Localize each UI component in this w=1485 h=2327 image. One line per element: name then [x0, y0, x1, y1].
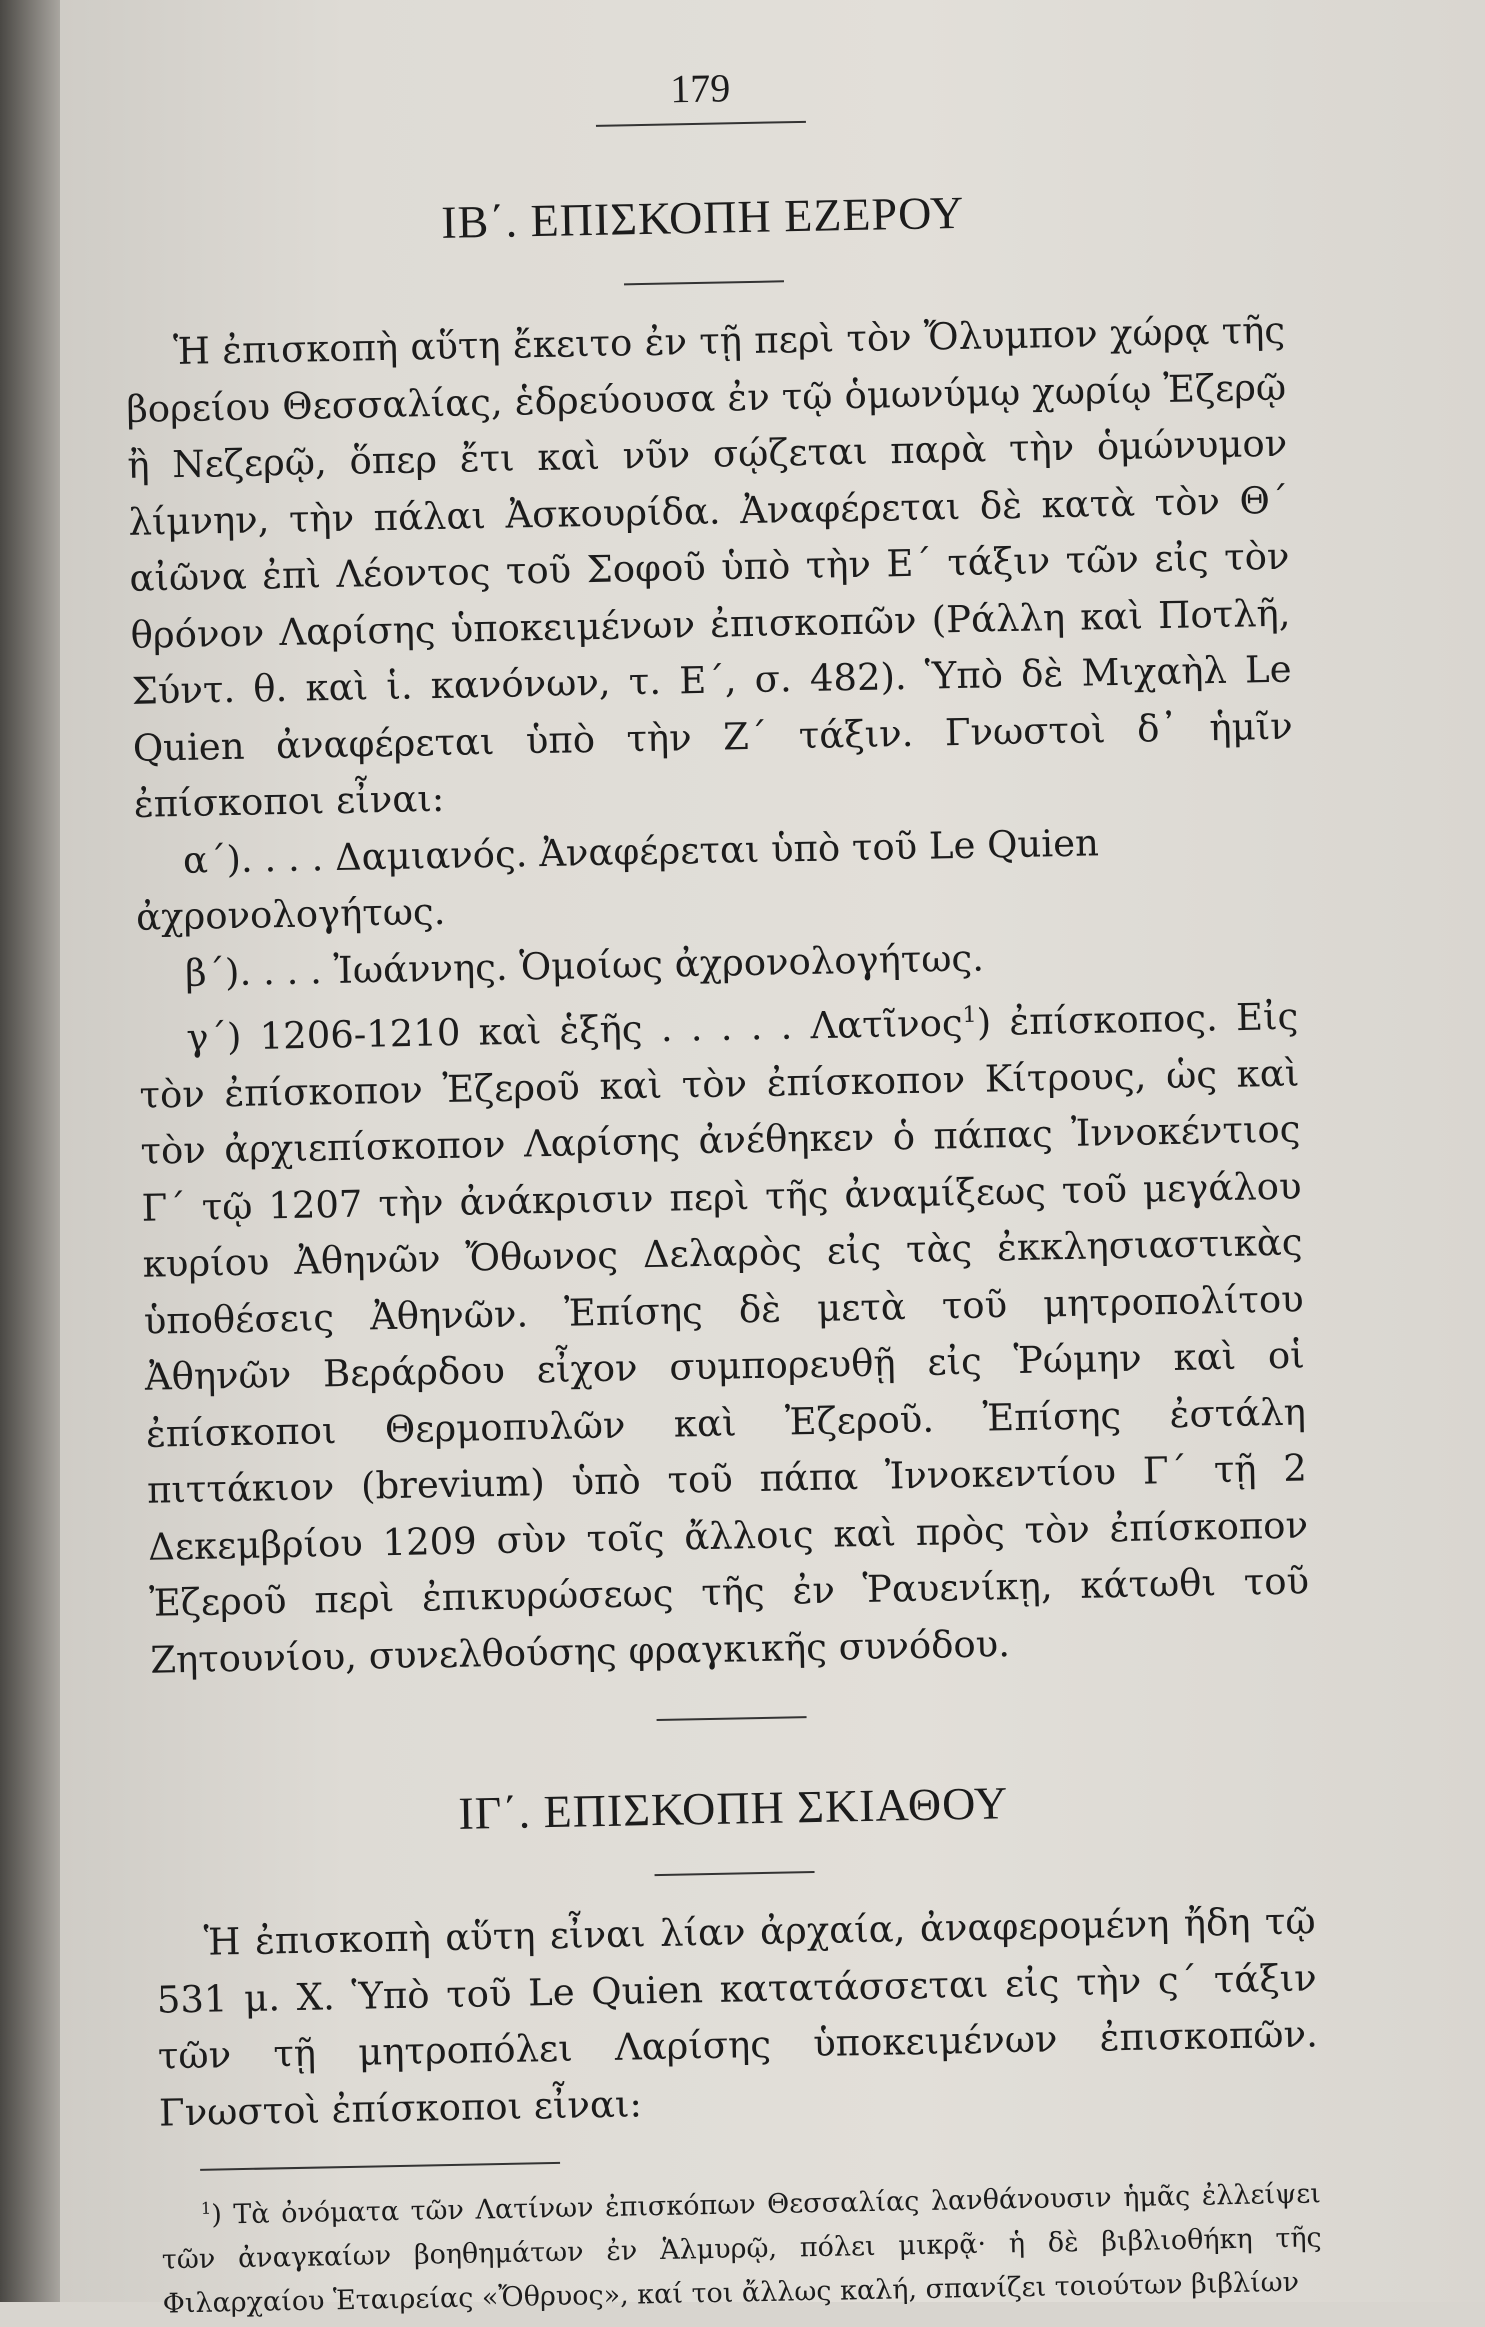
page-number: 179 — [669, 65, 731, 112]
section-heading-ezerou: ΙΒ΄. ΕΠΙΣΚΟΠΗ ΕΖΕΡΟΥ — [440, 186, 965, 248]
footnote-rule — [200, 2162, 560, 2171]
section-divider — [657, 1716, 807, 1721]
section-heading-skiathou: ΙΓ΄. ΕΠΙΣΚΟΠΗ ΣΚΙΑΘΟΥ — [457, 1777, 1009, 1840]
heading-rule-2 — [655, 1871, 815, 1876]
page-content — [120, 58, 1323, 2327]
bishop-entry-3-main: γ΄) 1206-1210 καὶ ἑξῆς . . . . . Λατῖνος — [185, 1001, 964, 1060]
heading-rule — [624, 280, 784, 285]
footnote-reference: 1 — [962, 1001, 977, 1028]
footnote — [160, 2166, 1322, 2327]
footnote-mark: 1 — [200, 2198, 212, 2219]
page-number-rule — [596, 121, 806, 127]
bishop-entry-3 — [138, 981, 1311, 1689]
paragraph-intro-ezerou: Ἡ ἐπισκοπὴ αὕτη ἔκειτο ἐν τῇ περὶ τὸν Ὄλυμπον χώρᾳ τῆς βορείου Θεσσαλίας, ἑδρεύουσα ἐν τῷ ὁμωνύμῳ χωρίῳ Ἐζερῷ ἢ Νεζερῷ, ὅπερ ἔτι καὶ νῦν σῴζεται παρὰ τὴν ὁμώνυμον λίμνην, τὴν πάλαι Ἀσκουρίδα. Ἀναφέρεται δὲ κατὰ τὸν Θ΄ αἰῶνα ἐπὶ Λέοντος τοῦ Σοφοῦ ὑπὸ τὴν Ε΄ τάξιν τῶν εἰς τὸν θρόνον Λαρίσης ὑποκειμένων ἐπισκοπῶν (Ράλλη καὶ Ποτλῆ, Σύντ. θ. καὶ ἱ. κανόνων, τ. Ε΄, σ. 482). Ὑπὸ δὲ Μιχαὴλ Le Quien ἀναφέρεται ὑπὸ τὴν Ζ΄ τάξιν. Γνωστοὶ δ᾽ ἡμῖν ἐπίσκοποι εἶναι: — [125, 308, 1294, 826]
bishop-entry-2: β΄). . . . Ἰωάννης. Ὁμοίως ἀχρονολογήτως. — [184, 936, 985, 995]
paragraph-intro-skiathou: Ἡ ἐπισκοπὴ αὕτη εἶναι λίαν ἀρχαία, ἀναφερομένη ἤδη τῷ 531 μ. Χ. Ὑπὸ τοῦ Le Quien κατατάσσεται εἰς τὴν ς΄ τάξιν τῶν τῇ μητροπόλει Λαρίσης ὑποκειμένων ἐπισκοπῶν. Γνωστοὶ ἐπίσκοποι εἶναι: — [156, 1899, 1319, 2135]
footnote-text: ) Τὰ ὀνόματα τῶν Λατίνων ἐπισκόπων Θεσσαλίας λανθάνουσιν ἡμᾶς ἐλλείψει τῶν ἀναγκαίων βοηθημάτων ἐν Ἁλμυρῷ, πόλει μικρᾷ· ἡ δὲ βιβλιοθήκη τῆς Φιλαρχαίου Ἑταιρείας «Ὄθρυος», καί τοι ἄλλως καλή, σπανίζει τοιούτων βιβλίων — [161, 2178, 1322, 2320]
bishop-entry-3-text: ) ἐπίσκοπος. Εἰς τὸν ἐπίσκοπον Ἐζεροῦ καὶ τὸν ἐπίσκοπον Κίτρους, ὡς καὶ τὸν ἀρχιεπίσκοπον Λαρίσης ἀνέθηκεν ὁ πάπας Ἰννοκέντιος Γ΄ τῷ 1207 τὴν ἀνάκρισιν περὶ τῆς ἀναμίξεως τοῦ μεγάλου κυρίου Ἀθηνῶν Ὄθωνος Δελαρὸς εἰς τὰς ἐκκλησιαστικὰς ὑποθέσεις Ἀθηνῶν. Ἐπίσης δὲ μετὰ τοῦ μητροπολίτου Ἀθηνῶν Βεράρδου εἶχον συμπορευθῇ εἰς Ῥώμην καὶ οἱ ἐπίσκοποι Θερμοπυλῶν καὶ Ἐζεροῦ. Ἐπίσης ἐστάλη πιττάκιον (brevium) ὑπὸ τοῦ πάπα Ἰννοκεντίου Γ΄ τῇ 2 Δεκεμβρίου 1209 σὺν τοῖς ἄλλοις καὶ πρὸς τὸν ἐπίσκοπον Ἐζεροῦ περὶ ἐπικυρώσεως τῆς ἐν Ῥαυενίκῃ, κάτωθι τοῦ Ζητουνίου, συνελθούσης φραγκικῆς συνόδου. — [139, 994, 1310, 1682]
bishop-entry-1: α΄). . . . Δαμιανός. Ἀναφέρεται ὑπὸ τοῦ Le Quien ἀχρονολογήτως. — [135, 820, 1100, 939]
